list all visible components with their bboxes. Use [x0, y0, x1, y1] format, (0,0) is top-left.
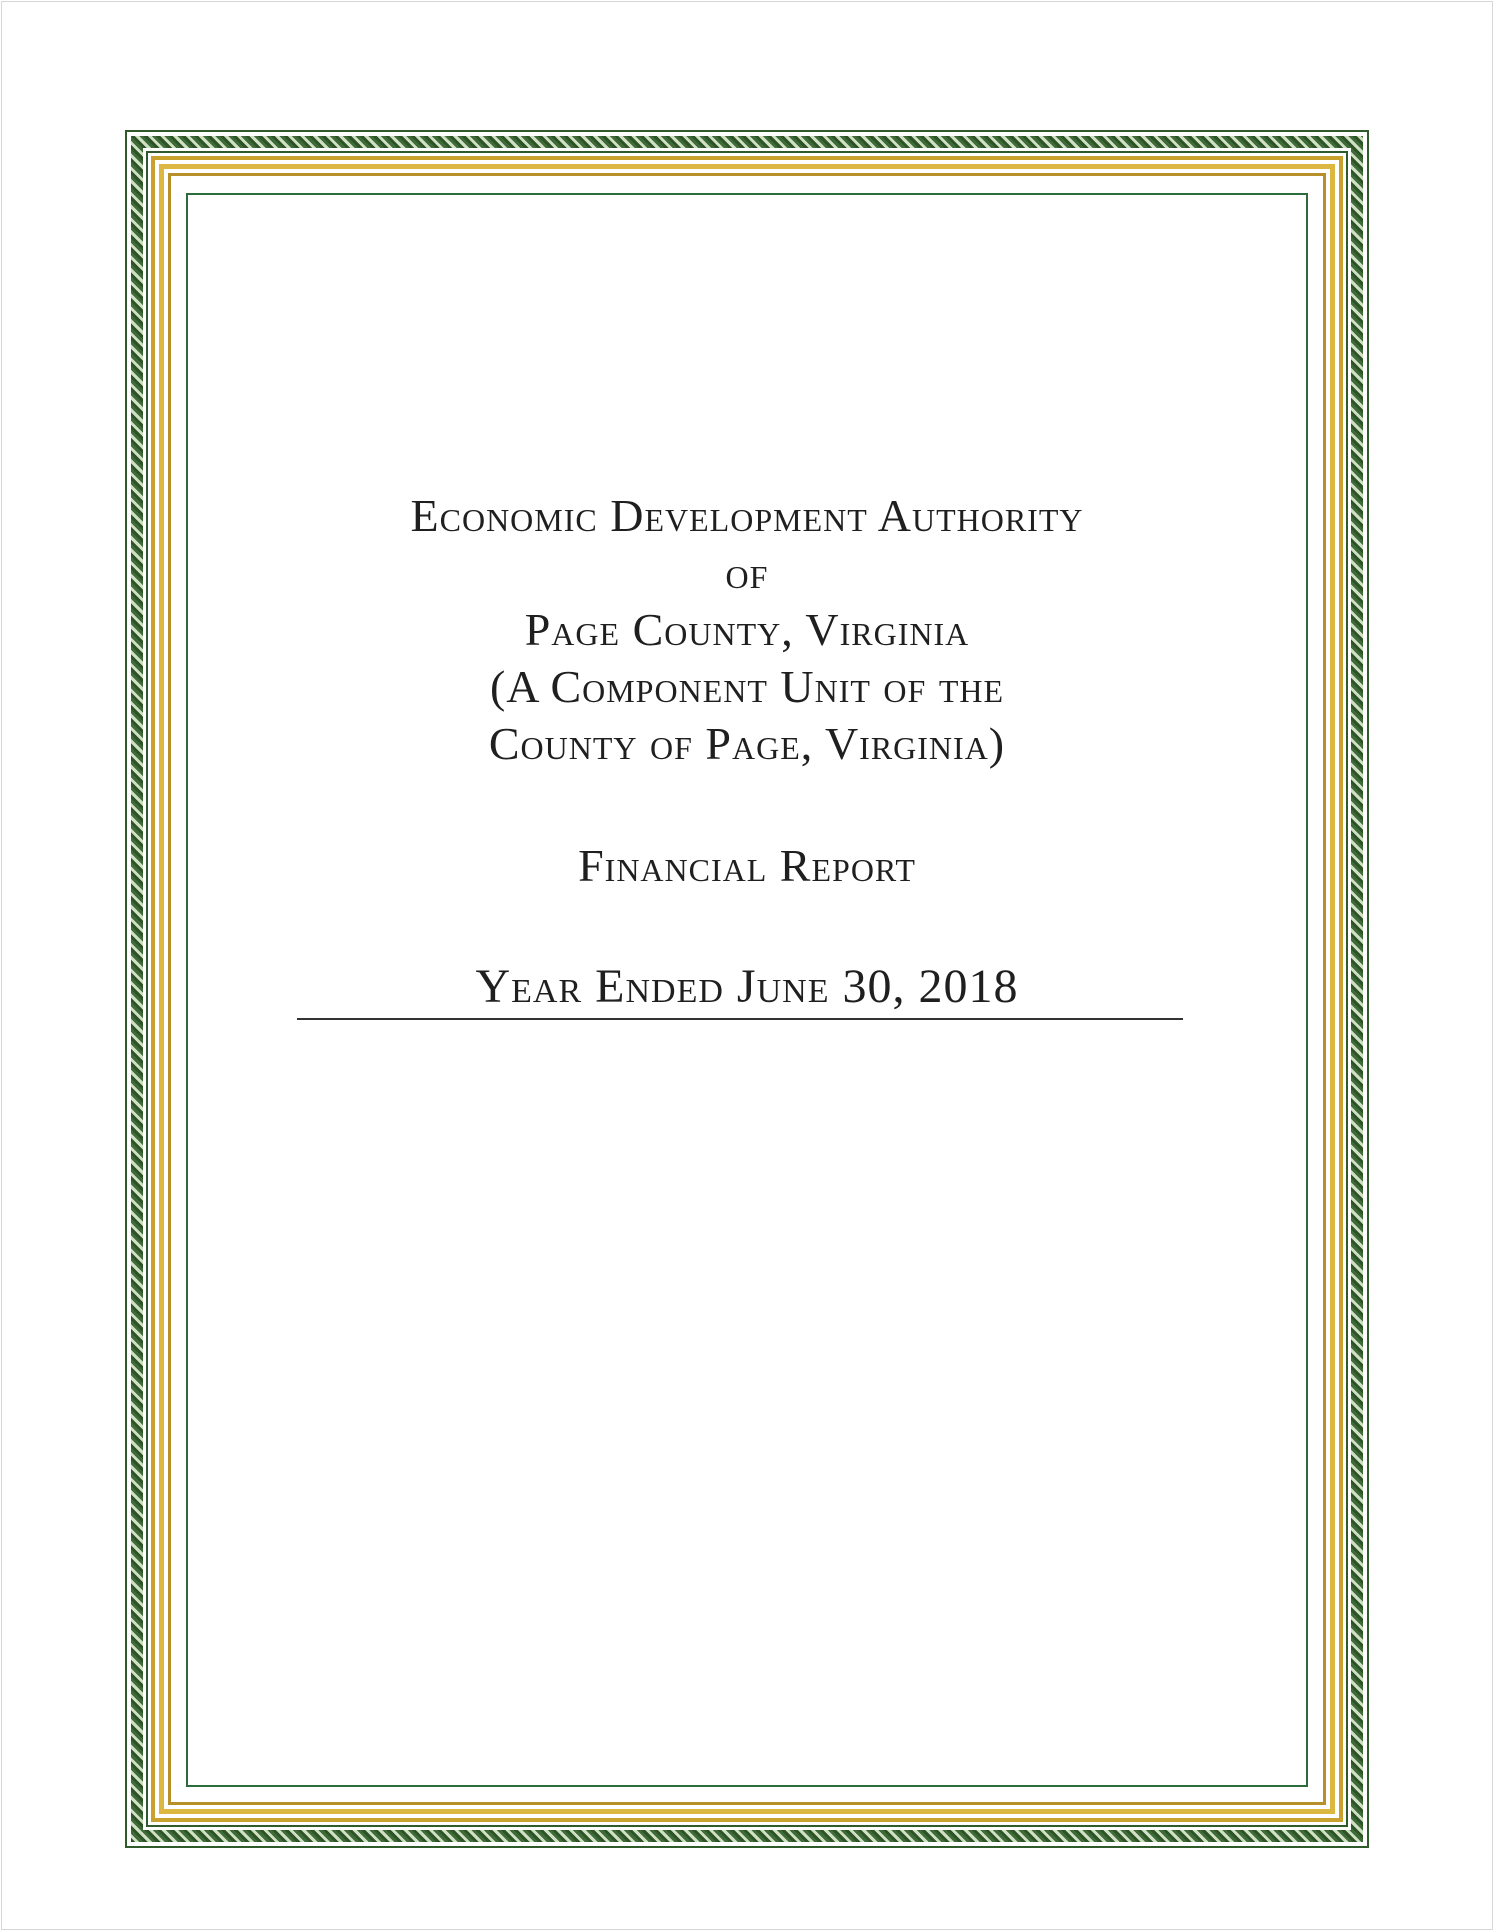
title-line-1: Economic Development Authority [410, 490, 1084, 541]
title-line-4: (A Component Unit of the [489, 661, 1005, 712]
title-line-3: Page County, Virginia [524, 604, 970, 655]
cover-title [186, 487, 1308, 772]
period-underline [297, 1018, 1183, 1020]
title-line-2: of [725, 547, 769, 598]
report-name: Financial Report [578, 840, 916, 891]
title-line-5: County of Page, Virginia) [488, 718, 1006, 769]
report-period: Year Ended June 30, 2018 [475, 960, 1019, 1013]
